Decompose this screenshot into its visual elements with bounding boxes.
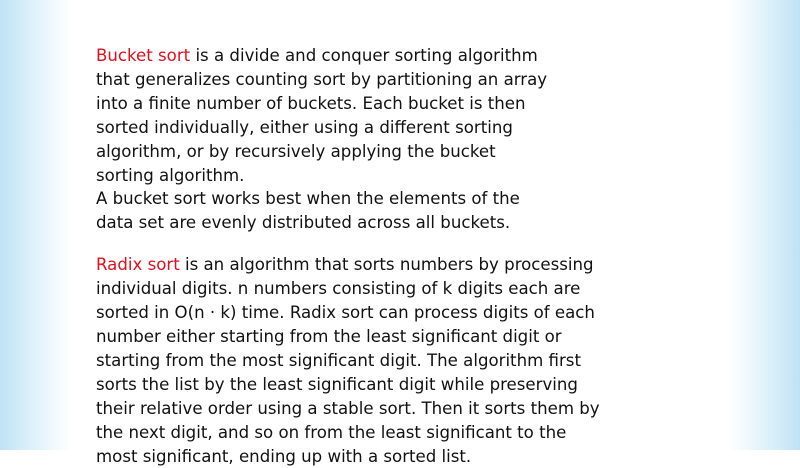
left-edge-gradient: [0, 0, 72, 450]
bucket-sort-paragraph: [96, 44, 656, 235]
radix-sort-term: Radix sort: [96, 255, 180, 275]
right-edge-gradient: [728, 0, 800, 450]
bucket-sort-text: is a divide and conquer sorting algorithm that generalizes counting sort by partitioning an array into a finite number of buckets. Each bucket is then sorted individually, either using a different sorting algorithm, or by recursively applying the bucket sorting algorithm. A bucket sort works best when the elements of the data set are evenly distributed across all buckets.: [96, 46, 548, 233]
bucket-sort-term: Bucket sort: [96, 46, 191, 65]
slide-content: [96, 44, 656, 468]
radix-sort-paragraph: [96, 253, 656, 468]
radix-sort-text: is an algorithm that sorts numbers by processing individual digits. n numbers consisting of k digits each are sorted in O(n · k) time. Radix sort can process digits of each number either starting from the least significant digit or starting from the most significant digit. The algorithm first sorts the list by the least significant digit while preserving their relative order using a stable sort. Then it sorts them by the next digit, and so on from the least significant to the most significant, ending up with a sorted list.: [96, 255, 600, 466]
